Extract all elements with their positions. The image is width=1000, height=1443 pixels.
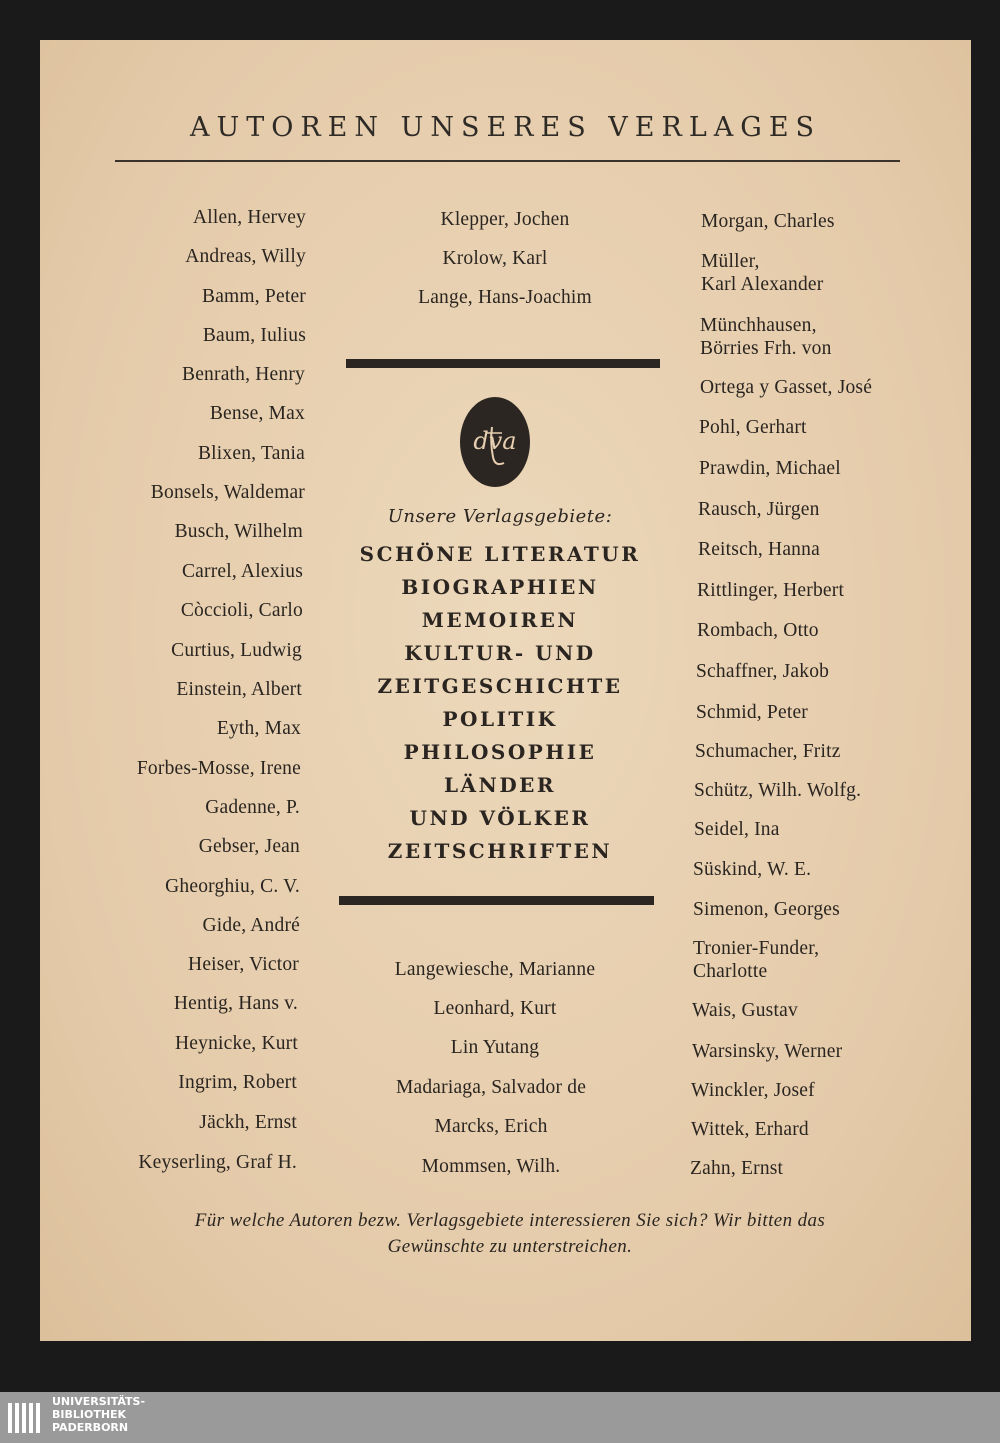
author-name: Eyth, Max (216, 718, 301, 739)
author-name: Hentig, Hans v. (173, 993, 298, 1014)
genre-item: SCHÖNE LITERATUR (359, 542, 641, 566)
footer-note (90, 1208, 930, 1260)
author-name: Börries Frh. von (700, 338, 832, 359)
author-name: Heiser, Victor (188, 954, 299, 975)
author-name: Busch, Wilhelm (174, 521, 303, 542)
author-name: Gide, André (202, 915, 300, 936)
author-name: Keyserling, Graf H. (138, 1152, 297, 1173)
publisher-logo (460, 397, 530, 487)
divider-bar-bottom (339, 896, 654, 905)
author-name: Forbes-Mosse, Irene (136, 758, 301, 779)
paper-sheet (40, 40, 971, 1341)
author-name: Charlotte (693, 961, 768, 982)
author-name: Schumacher, Fritz (695, 741, 841, 762)
genre-item: MEMOIREN (421, 608, 579, 632)
genre-item: KULTUR- UND (404, 641, 596, 665)
genre-item: UND VÖLKER (409, 806, 591, 830)
author-name: Leonhard, Kurt (433, 998, 557, 1019)
author-name: Mommsen, Wilh. (421, 1156, 561, 1177)
author-name: Schaffner, Jakob (696, 661, 830, 682)
page-title: AUTOREN UNSERES VERLAGES (189, 112, 822, 143)
author-name: Còccioli, Carlo (180, 600, 303, 621)
author-name: Winckler, Josef (691, 1080, 815, 1101)
author-name: Einstein, Albert (176, 679, 302, 700)
author-name: Karl Alexander (701, 274, 824, 295)
author-name: Gadenne, P. (205, 797, 300, 818)
divider-bar-top (346, 359, 660, 368)
genre-item: PHILOSOPHIE (403, 740, 597, 764)
author-name: Warsinsky, Werner (692, 1041, 843, 1062)
library-name-line-3: PADERBORN (52, 1421, 129, 1434)
footer-note-line-1: Für welche Autoren bezw. Verlagsgebiete interessieren Sie sich? Wir bitten das (194, 1210, 826, 1231)
author-name: Wittek, Erhard (691, 1119, 809, 1140)
author-name: Zahn, Ernst (690, 1158, 784, 1179)
author-name: Süskind, W. E. (693, 859, 812, 880)
author-name: Pohl, Gerhart (699, 417, 807, 438)
author-name: Reitsch, Hanna (698, 539, 820, 560)
dva-logo-icon (460, 397, 530, 487)
genre-item: ZEITGESCHICHTE (377, 674, 623, 698)
author-name: Lange, Hans-Joachim (418, 287, 592, 308)
genre-item: ZEITSCHRIFTEN (387, 839, 613, 863)
genres-heading: Unsere Verlagsgebiete: (387, 506, 613, 527)
footer-note-line-2: Gewünschte zu unterstreichen. (387, 1236, 633, 1257)
author-name: Rausch, Jürgen (698, 499, 820, 520)
author-name: Allen, Hervey (192, 207, 306, 228)
author-name: Seidel, Ina (694, 819, 780, 840)
author-name: Carrel, Alexius (181, 561, 303, 582)
author-name: Baum, Iulius (202, 325, 306, 346)
title-rule (115, 160, 900, 162)
library-name-line-2: BIBLIOTHEK (52, 1408, 127, 1421)
author-name: Klepper, Jochen (440, 209, 570, 230)
author-name: Simenon, Georges (693, 899, 840, 920)
author-name: Tronier-Funder, (693, 938, 820, 959)
author-name: Prawdin, Michael (699, 458, 841, 479)
author-name: Bonsels, Waldemar (150, 482, 305, 503)
library-name (52, 1395, 145, 1434)
author-name: Ingrim, Robert (178, 1072, 297, 1093)
library-name-line-1: UNIVERSITÄTS- (52, 1395, 146, 1408)
author-name: Lin Yutang (450, 1037, 540, 1058)
genre-item: LÄNDER (443, 773, 557, 797)
author-name: Morgan, Charles (701, 211, 835, 232)
author-name: Gebser, Jean (198, 836, 300, 857)
author-name: Müller, (701, 251, 760, 272)
author-name: Andreas, Willy (185, 246, 306, 267)
author-name: Ortega y Gasset, José (700, 377, 873, 398)
genre-item: BIOGRAPHIEN (401, 575, 599, 599)
author-name: Curtius, Ludwig (171, 640, 302, 661)
author-name: Blixen, Tania (197, 443, 305, 464)
author-name: Jäckh, Ernst (199, 1112, 297, 1133)
author-name: Madariaga, Salvador de (395, 1077, 587, 1098)
author-name: Heynicke, Kurt (174, 1033, 298, 1054)
author-name: Bense, Max (209, 403, 305, 424)
library-footer-bar (0, 1392, 1000, 1443)
logo-text: dva (473, 427, 517, 455)
author-name: Schmid, Peter (696, 702, 809, 723)
author-name: Münchhausen, (700, 315, 817, 336)
author-name: Langewiesche, Marianne (394, 959, 596, 980)
author-name: Benrath, Henry (181, 364, 305, 385)
library-logo-icon (6, 1397, 46, 1437)
author-name: Rombach, Otto (697, 620, 819, 641)
author-name: Marcks, Erich (434, 1116, 548, 1137)
author-name: Wais, Gustav (692, 1000, 798, 1021)
author-name: Bamm, Peter (201, 286, 306, 307)
author-name: Schütz, Wilh. Wolfg. (694, 780, 862, 801)
author-name: Gheorghiu, C. V. (165, 876, 300, 897)
author-name: Rittlinger, Herbert (697, 580, 845, 601)
genre-item: POLITIK (442, 707, 558, 731)
author-name: Krolow, Karl (442, 248, 548, 269)
